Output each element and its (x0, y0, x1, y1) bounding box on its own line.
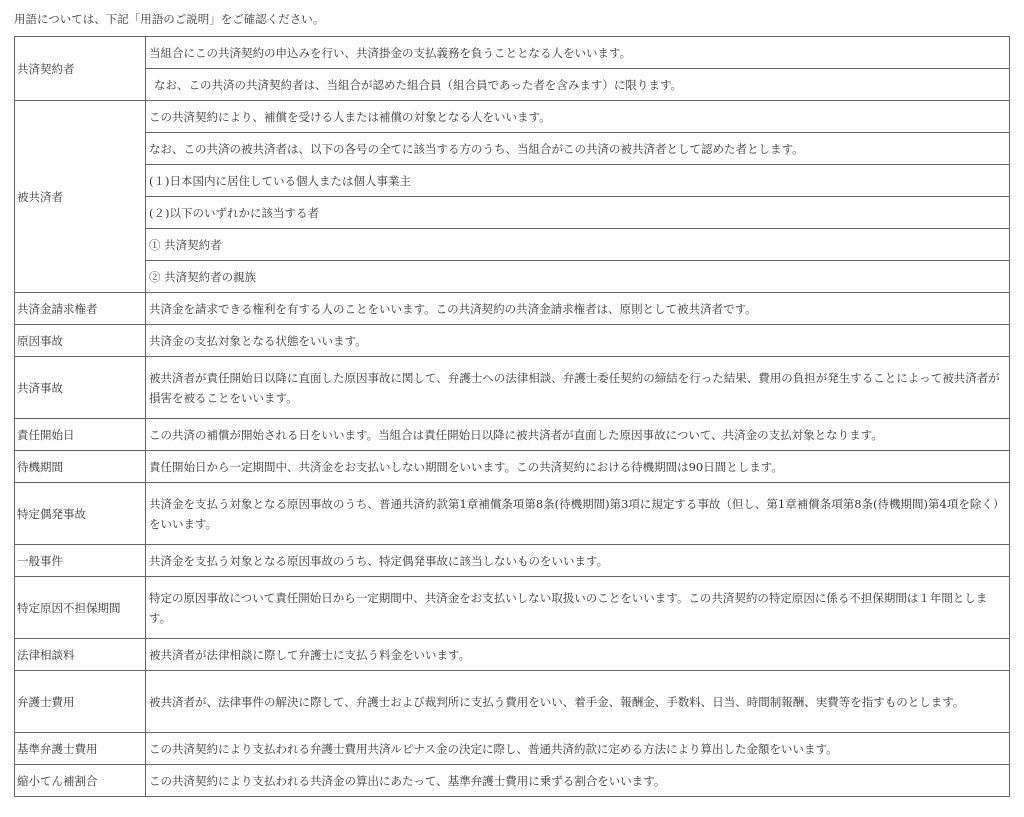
description-cell: この共済契約により支払われる共済金の算出にあたって、基準弁護士費用に乗ずる割合をいいます。 (146, 765, 1010, 797)
description-cell: (１)日本国内に居住している個人または個人事業主 (146, 165, 1010, 197)
description-cell: 共済金を支払う対象となる原因事故のうち、普通共済約款第1章補償条項第8条(待機期間)第3項に規定する事故（但し、第1章補償条項第8条(待機期間)第4項を除く）をいいます。 (146, 483, 1010, 545)
term-cell: 待機期間 (15, 451, 146, 483)
term-cell: 共済契約者 (15, 37, 146, 101)
term-cell: 特定偶発事故 (15, 483, 146, 545)
description-cell: なお、この共済の被共済者は、以下の各号の全てに該当する方のうち、当組合がこの共済の被共済者として認めた者とします。 (146, 133, 1010, 165)
description-cell: 共済金の支払対象となる状態をいいます。 (146, 325, 1010, 357)
table-row (15, 483, 1010, 545)
table-row (15, 69, 1010, 101)
table-row (15, 577, 1010, 639)
description-cell: 被共済者が法律相談に際して弁護士に支払う料金をいいます。 (146, 639, 1010, 671)
table-row (15, 545, 1010, 577)
term-cell: 原因事故 (15, 325, 146, 357)
description-cell: 責任開始日から一定期間中、共済金をお支払いしない期間をいいます。この共済契約における待機期間は90日間とします。 (146, 451, 1010, 483)
table-row (15, 229, 1010, 261)
description-cell: ① 共済契約者 (146, 229, 1010, 261)
table-row (15, 419, 1010, 451)
description-cell: この共済の補償が開始される日をいいます。当組合は責任開始日以降に被共済者が直面した原因事故について、共済金の支払対象となります。 (146, 419, 1010, 451)
term-cell: 特定原因不担保期間 (15, 577, 146, 639)
term-cell: 責任開始日 (15, 419, 146, 451)
description-cell: 当組合にこの共済契約の申込みを行い、共済掛金の支払義務を負うこととなる人をいいます。 (146, 37, 1010, 69)
table-row (15, 261, 1010, 293)
description-cell: なお、この共済の共済契約者は、当組合が認めた組合員（組合員であった者を含みます）に限ります。 (146, 69, 1010, 101)
table-row (15, 101, 1010, 133)
table-row (15, 451, 1010, 483)
table-row (15, 671, 1010, 733)
description-cell: 共済金を支払う対象となる原因事故のうち、特定偶発事故に該当しないものをいいます。 (146, 545, 1010, 577)
term-cell: 基準弁護士費用 (15, 733, 146, 765)
term-cell: 被共済者 (15, 101, 146, 293)
table-row (15, 357, 1010, 419)
table-row (15, 325, 1010, 357)
description-cell: この共済契約により、補償を受ける人または補償の対象となる人をいいます。 (146, 101, 1010, 133)
description-cell: ② 共済契約者の親族 (146, 261, 1010, 293)
description-cell: 被共済者が責任開始日以降に直面した原因事故に関して、弁護士への法律相談、弁護士委任契約の締結を行った結果、費用の負担が発生することによって被共済者が損害を被ることをいいます。 (146, 357, 1010, 419)
intro-text: 用語については、下記「用語のご説明」をご確認ください。 (14, 12, 325, 26)
term-cell: 共済事故 (15, 357, 146, 419)
table-row (15, 197, 1010, 229)
term-cell: 法律相談料 (15, 639, 146, 671)
description-cell: 被共済者が、法律事件の解決に際して、弁護士および裁判所に支払う費用をいい、着手金、報酬金、手数料、日当、時間制報酬、実費等を指すものとします。 (146, 671, 1010, 733)
description-cell: 特定の原因事故について責任開始日から一定期間中、共済金をお支払いしない取扱いのことをいいます。この共済契約の特定原因に係る不担保期間は１年間とします。 (146, 577, 1010, 639)
term-cell: 一般事件 (15, 545, 146, 577)
term-cell: 共済金請求権者 (15, 293, 146, 325)
table-row (15, 165, 1010, 197)
description-cell: (２)以下のいずれかに該当する者 (146, 197, 1010, 229)
description-cell: この共済契約により支払われる弁護士費用共済ルピナス金の決定に際し、普通共済約款に定める方法により算出した金額をいいます。 (146, 733, 1010, 765)
table-row (15, 37, 1010, 69)
description-cell: 共済金を請求できる権利を有する人のことをいいます。この共済契約の共済金請求権者は、原則として被共済者です。 (146, 293, 1010, 325)
term-cell: 弁護士費用 (15, 671, 146, 733)
table-row (15, 765, 1010, 797)
terms-table (14, 36, 1010, 797)
table-row (15, 733, 1010, 765)
table-row (15, 639, 1010, 671)
term-cell: 縮小てん補割合 (15, 765, 146, 797)
table-row (15, 133, 1010, 165)
table-row (15, 293, 1010, 325)
